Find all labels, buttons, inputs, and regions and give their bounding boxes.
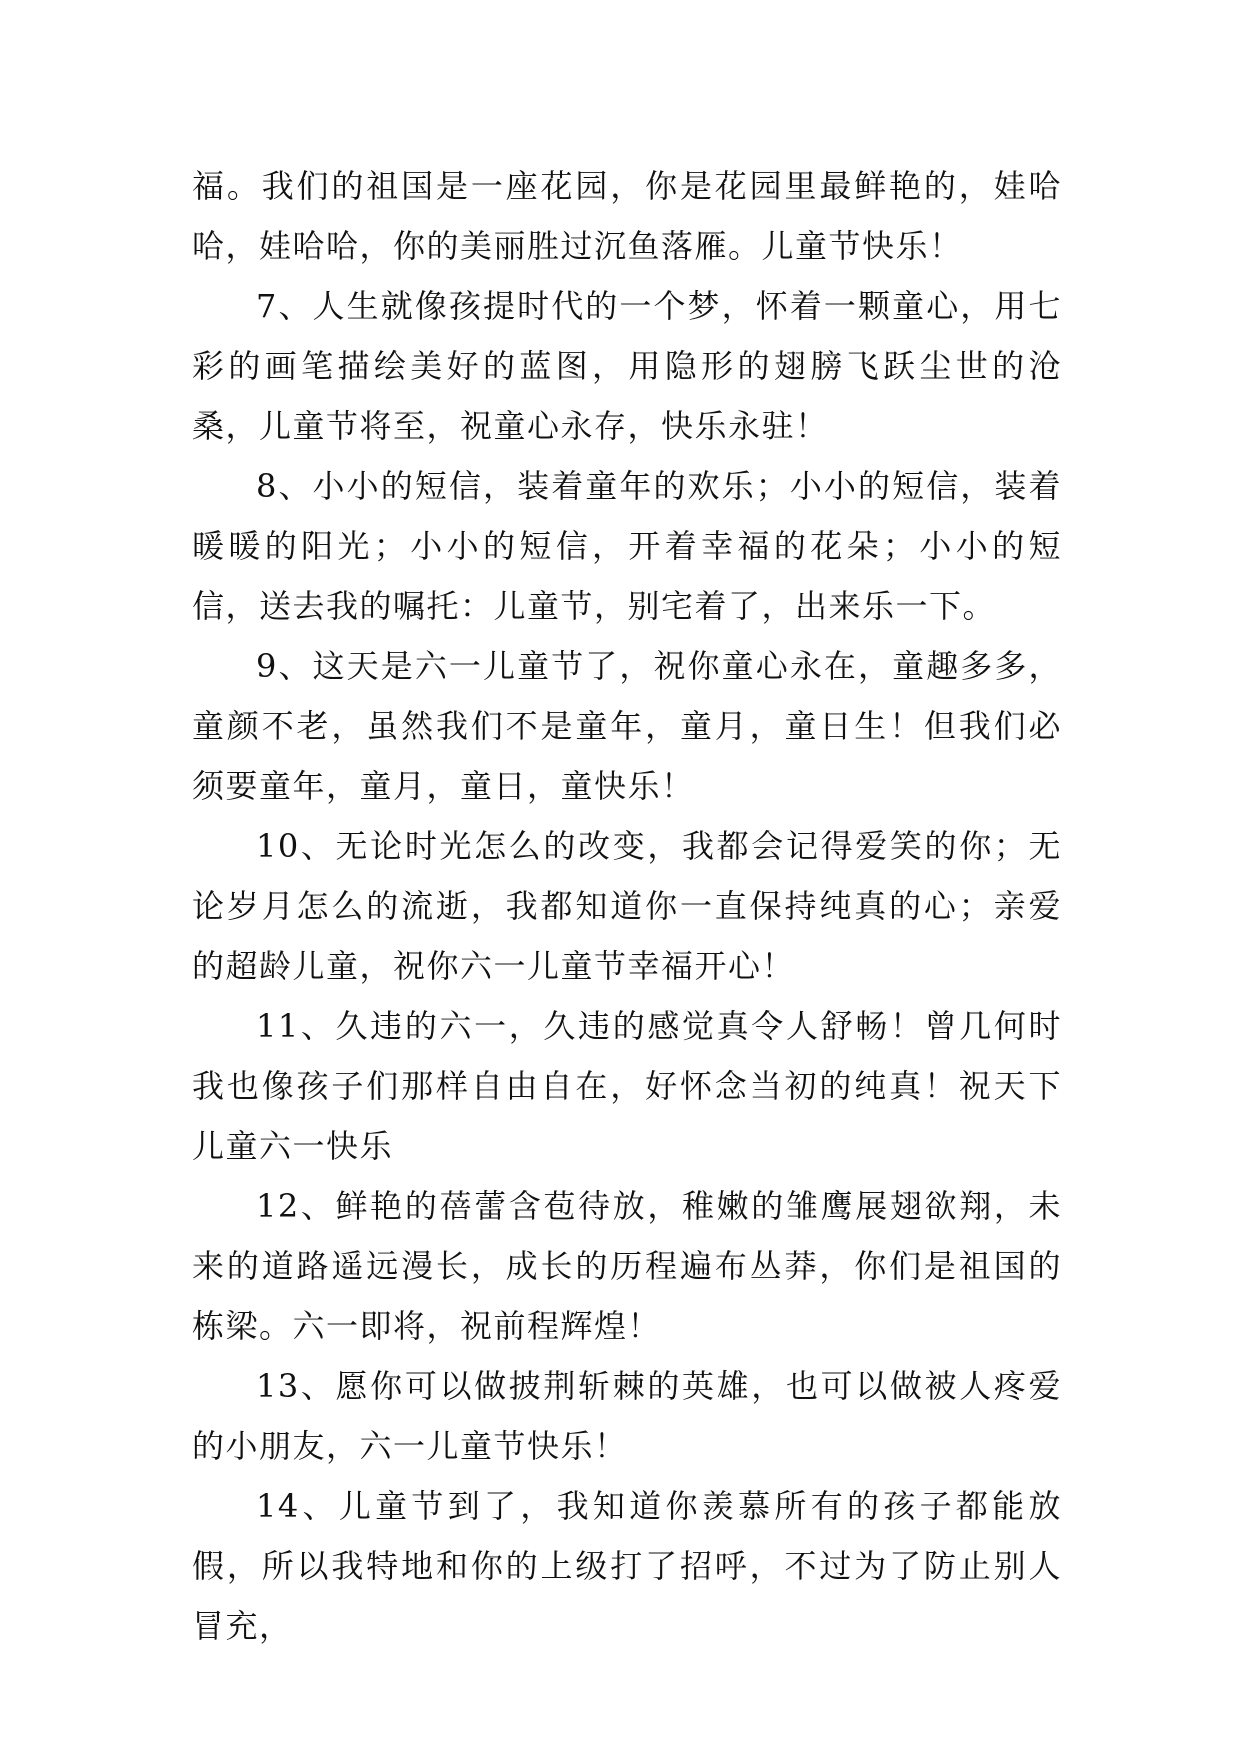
- paragraph-7: 7、人生就像孩提时代的一个梦，怀着一颗童心，用七彩的画笔描绘美好的蓝图，用隐形的翅膀飞跃尘世的沧桑，儿童节将至，祝童心永存，快乐永驻！: [192, 287, 1062, 445]
- paragraph-9: 9、这天是六一儿童节了，祝你童心永在，童趣多多，童颜不老，虽然我们不是童年，童月，童日生！但我们必须要童年，童月，童日，童快乐！: [192, 647, 1062, 805]
- document-body: [192, 156, 1062, 1656]
- paragraph-8: 8、小小的短信，装着童年的欢乐；小小的短信，装着暖暖的阳光；小小的短信，开着幸福的花朵；小小的短信，送去我的嘱托：儿童节，别宅着了，出来乐一下。: [192, 467, 1062, 625]
- paragraph-14: 14、儿童节到了，我知道你羡慕所有的孩子都能放假，所以我特地和你的上级打了招呼，不过为了防止别人冒充，: [192, 1487, 1062, 1645]
- paragraph-12: 12、鲜艳的蓓蕾含苞待放，稚嫩的雏鹰展翅欲翔，未来的道路遥远漫长，成长的历程遍布丛莽，你们是祖国的栋梁。六一即将，祝前程辉煌！: [192, 1187, 1062, 1345]
- paragraph-13: 13、愿你可以做披荆斩棘的英雄，也可以做被人疼爱的小朋友，六一儿童节快乐！: [192, 1367, 1062, 1465]
- paragraph-10: 10、无论时光怎么的改变，我都会记得爱笑的你；无论岁月怎么的流逝，我都知道你一直保持纯真的心；亲爱的超龄儿童，祝你六一儿童节幸福开心！: [192, 827, 1062, 985]
- paragraph-11: 11、久违的六一，久违的感觉真令人舒畅！曾几何时我也像孩子们那样自由自在，好怀念当初的纯真！祝天下儿童六一快乐: [192, 1007, 1062, 1165]
- paragraph-continued: 福。我们的祖国是一座花园，你是花园里最鲜艳的，娃哈哈，娃哈哈，你的美丽胜过沉鱼落雁。儿童节快乐！: [192, 167, 1062, 265]
